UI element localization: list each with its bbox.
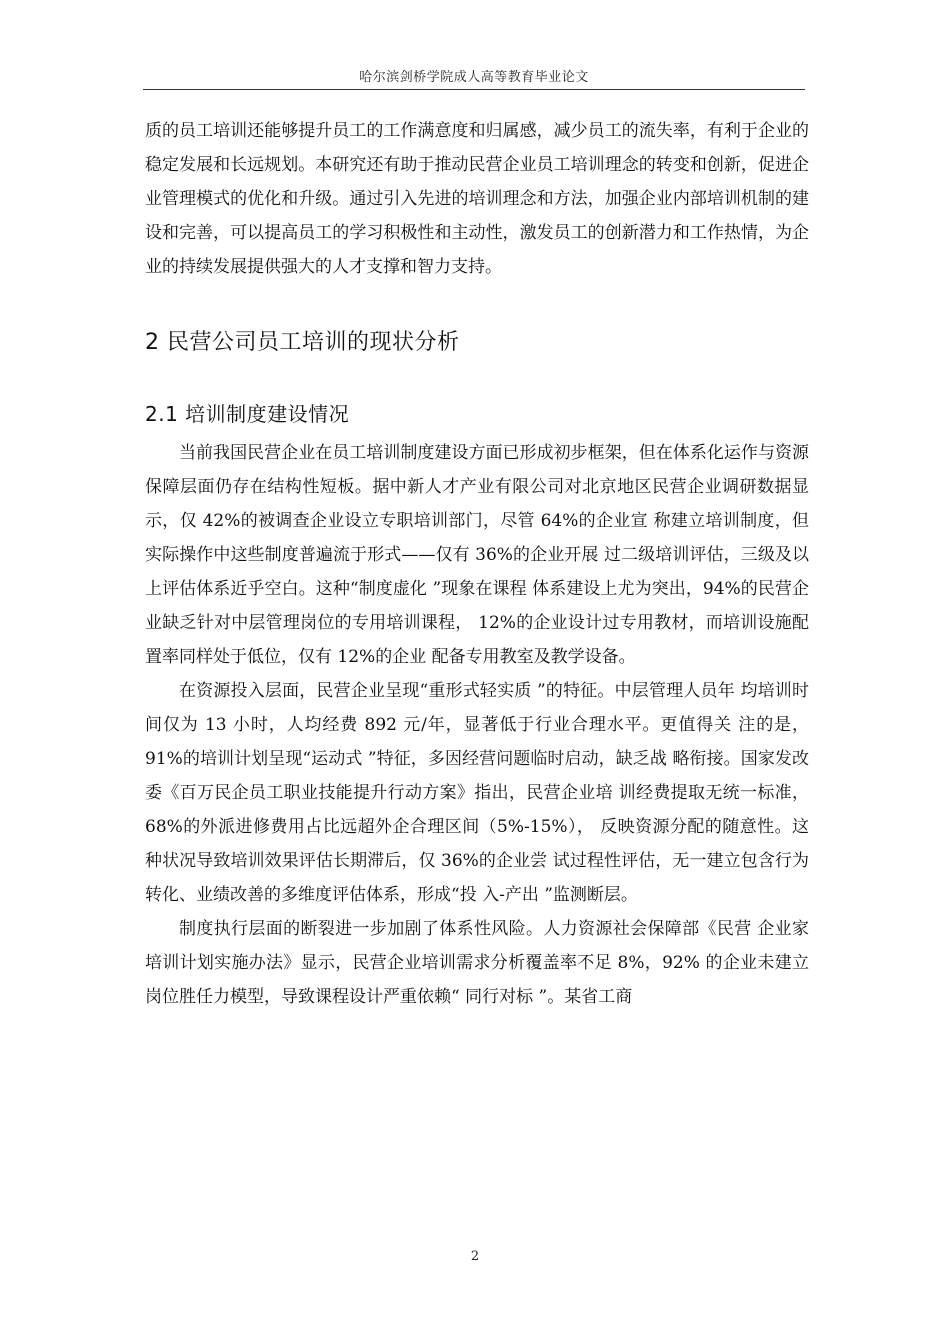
body-paragraph-1: 当前我国民营企业在员工培训制度建设方面已形成初步框架，但在体系化运作与资源保障层面仍存在结构性短板。据中新人才产业有限公司对北京地区民营企业调研数据显示，仅 42%的被调查企业设立专职培训部门，尽管 64%的企业宣 称建立培训制度，但实际操作中这些制度普遍流于形式——仅有 36%的企业开展 过二级培训评估，三级及以上评估体系近乎空白。这种“制度虚化 ”现象在课程 体系建设上尤为突出，94%的民营企业缺乏针对中层管理岗位的专用培训课程， 12%的企业设计过专用教材，而培训设施配置率同样处于低位，仅有 12%的企业 配备专用教室及教学设备。 bbox=[145, 443, 809, 667]
body-paragraph-3: 制度执行层面的断裂进一步加剧了体系性风险。人力资源社会保障部《民营 企业家培训计划实施办法》显示，民营企业培训需求分析覆盖率不足 8%，92% 的企业未建立岗位胜任力模型，导致课程设计严重依赖“ 同行对标 ”。某省工商 bbox=[145, 919, 809, 1007]
body-paragraph-2: 在资源投入层面，民营企业呈现“重形式轻实质 ”的特征。中层管理人员年 均培训时间仅为 13 小时，人均经费 892 元/年，显著低于行业合理水平。更值得关 注的是，91%的培训计划呈现“运动式 ”特征，多因经营问题临时启动，缺乏战 略衔接。国家发改委《百万民企员工职业技能提升行动方案》指出，民营企业培 训经费提取无统一标准，68%的外派进修费用占比远超外企合理区间（5%-15%）， 反映资源分配的随意性。这种状况导致培训效果评估长期滞后，仅 36%的企业尝 试过程性评估，无一建立包含行为转化、业绩改善的多维度评估体系，形成“投 入-产出 ”监测断层。 bbox=[145, 681, 809, 905]
section-heading: 2 民营公司员工培训的现状分析 bbox=[145, 330, 460, 355]
running-header: 哈尔滨剑桥学院成人高等教育毕业论文 bbox=[359, 70, 589, 85]
intro-paragraph: 质的员工培训还能够提升员工的工作满意度和归属感，减少员工的流失率，有利于企业的稳定发展和长远规划。本研究还有助于推动民营企业员工培训理念的转变和创新，促进企业管理模式的优化和升级。通过引入先进的培训理念和方法，加强企业内部培训机制的建设和完善，可以提高员工的学习积极性和主动性，激发员工的创新潜力和工作热情，为企业的持续发展提供强大的人才支撑和智力支持。 bbox=[145, 121, 809, 277]
page-content bbox=[145, 114, 809, 1014]
page-number: 2 bbox=[470, 1249, 480, 1264]
subsection-heading: 2.1 培训制度建设情况 bbox=[145, 402, 350, 426]
header-divider bbox=[143, 89, 805, 90]
